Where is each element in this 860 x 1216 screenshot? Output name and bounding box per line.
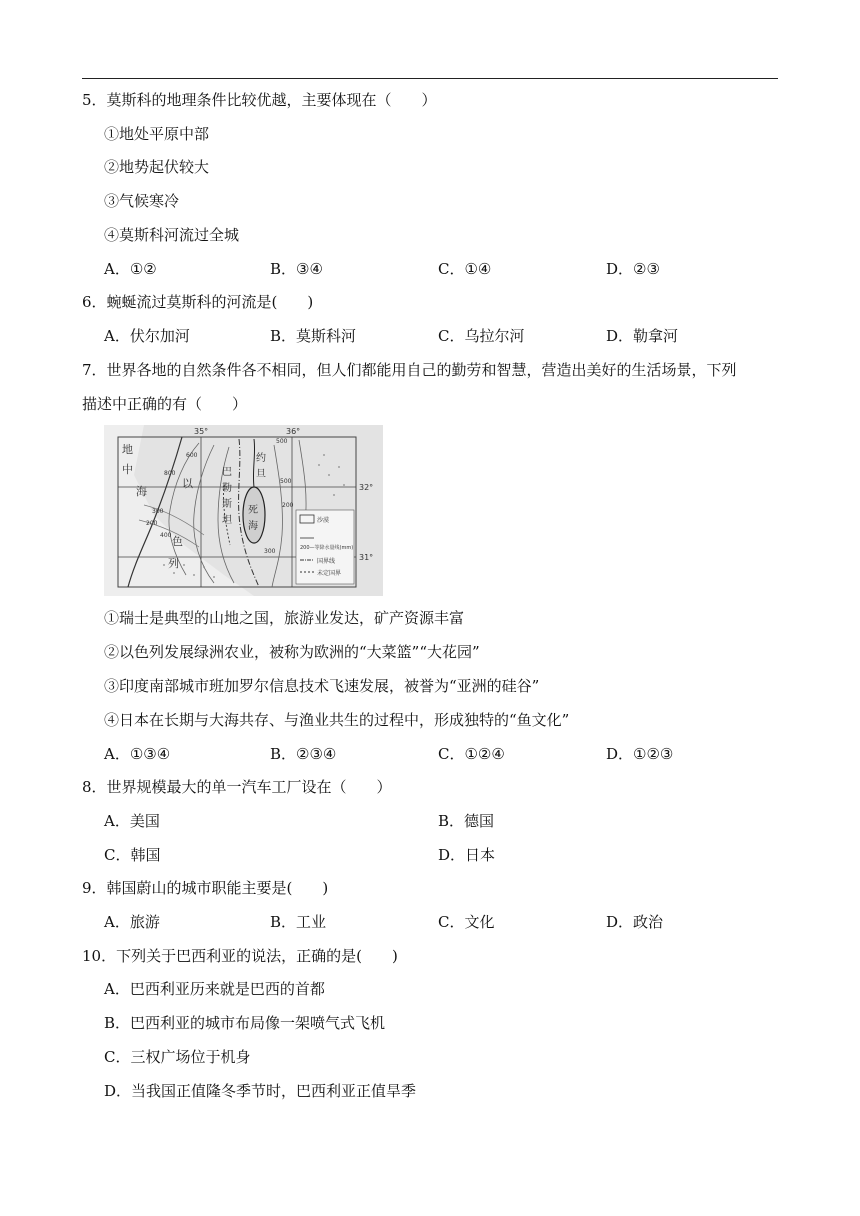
map-graphic	[104, 425, 383, 596]
question-6-option-c[interactable]: C．乌拉尔河	[438, 327, 525, 345]
question-8-option-b[interactable]: B．德国	[438, 812, 495, 830]
question-9-option-d[interactable]: D．政治	[606, 913, 664, 931]
map-contour-label-7: 500	[280, 478, 292, 485]
map-label-palestine-3: 斯	[222, 499, 232, 510]
question-8-option-d[interactable]: D．日本	[438, 846, 496, 864]
question-6-option-b[interactable]: B．莫斯科河	[270, 327, 357, 345]
map-contour-label-4: 300	[152, 508, 164, 515]
question-7-item-3: ③印度南部城市班加罗尔信息技术飞速发展，被誉为“亚洲的硅谷”	[104, 677, 540, 695]
question-10-stem: 10．下列关于巴西利亚的说法，正确的是( )	[82, 947, 398, 965]
question-7-option-d[interactable]: D．①②③	[606, 745, 674, 763]
map-contour-label-3: 800	[164, 470, 176, 477]
question-5-item-2: ②地势起伏较大	[104, 158, 210, 176]
map-label-palestine-1: 巴	[222, 467, 232, 478]
map-label-mediterranean-2: 中	[122, 463, 133, 476]
question-7-item-1: ①瑞士是典型的山地之国，旅游业发达，矿产资源丰富	[104, 609, 465, 627]
question-5-option-a[interactable]: A．①②	[104, 260, 157, 278]
map-contour-label-2: 600	[186, 452, 198, 459]
question-7-stem-line2: 描述中正确的有（ ）	[82, 395, 248, 413]
question-7-item-2: ②以色列发展绿洲农业，被称为欧洲的“大菜篮”“大花园”	[104, 643, 480, 661]
question-9-option-a[interactable]: A．旅游	[104, 913, 160, 931]
map-label-jordan-1: 约	[256, 453, 266, 464]
question-5-item-4: ④莫斯科河流过全城	[104, 226, 240, 244]
map-legend-border: 国界线	[317, 558, 336, 565]
dead-sea-region-map	[104, 425, 383, 596]
question-9-option-b[interactable]: B．工业	[270, 913, 327, 931]
question-5-option-c[interactable]: C．①④	[438, 260, 492, 278]
map-label-mediterranean-3: 海	[136, 485, 147, 498]
map-lon-35: 35°	[194, 427, 209, 436]
question-6-option-a[interactable]: A．伏尔加河	[104, 327, 190, 345]
question-6-stem: 6．蜿蜒流过莫斯科的河流是( )	[82, 293, 314, 311]
map-legend-desert: 沙漠	[317, 517, 330, 524]
question-7-option-b[interactable]: B．②③④	[270, 745, 337, 763]
question-10-option-b[interactable]: B．巴西利亚的城市布局像一架喷气式飞机	[104, 1014, 386, 1032]
map-legend-isohyet: 200—等降水量线(mm)	[300, 545, 354, 551]
question-7-option-a[interactable]: A．①③④	[104, 745, 171, 763]
question-7-stem-line1: 7．世界各地的自然条件各不相同，但人们都能用自己的勤劳和智慧，营造出美好的生活场景，下列	[82, 361, 737, 379]
map-label-israel-2: 色	[172, 535, 183, 548]
map-lat-31: 31°	[359, 553, 374, 562]
question-5-item-1: ①地处平原中部	[104, 125, 210, 143]
map-label-palestine-2: 勒	[222, 483, 232, 494]
map-legend-undetermined-border: 未定国界	[317, 570, 342, 577]
map-label-israel-3: 列	[168, 557, 179, 570]
question-7-item-4: ④日本在长期与大海共存、与渔业共生的过程中，形成独特的“鱼文化”	[104, 711, 570, 729]
map-label-dead-sea-1: 死	[248, 505, 258, 516]
question-5-option-d[interactable]: D．②③	[606, 260, 660, 278]
question-5-option-b[interactable]: B．③④	[270, 260, 323, 278]
map-contour-label-8: 200	[282, 502, 294, 509]
map-label-palestine-4: 坦	[222, 515, 232, 526]
map-contour-label-9: 300	[264, 548, 276, 555]
question-7-option-c[interactable]: C．①②④	[438, 745, 505, 763]
map-label-mediterranean-1: 地	[122, 443, 133, 456]
map-label-israel-1: 以	[182, 477, 193, 490]
question-9-option-c[interactable]: C．文化	[438, 913, 495, 931]
question-6-option-d[interactable]: D．勒拿河	[606, 327, 679, 345]
map-lon-36: 36°	[286, 427, 301, 436]
map-lat-32: 32°	[359, 483, 374, 492]
map-label-jordan-2: 旦	[256, 469, 266, 480]
question-10-option-d[interactable]: D．当我国正值隆冬季节时，巴西利亚正值旱季	[104, 1082, 417, 1100]
question-5-stem: 5．莫斯科的地理条件比较优越，主要体现在（ ）	[82, 91, 437, 109]
map-contour-label-6: 400	[160, 532, 172, 539]
question-8-option-a[interactable]: A．美国	[104, 812, 160, 830]
question-10-option-a[interactable]: A．巴西利亚历来就是巴西的首都	[104, 980, 325, 998]
map-contour-label-1: 500	[276, 438, 288, 445]
question-5-item-3: ③气候寒冷	[104, 192, 180, 210]
question-8-stem: 8．世界规模最大的单一汽车工厂设在（ ）	[82, 778, 392, 796]
question-8-option-c[interactable]: C．韩国	[104, 846, 161, 864]
map-contour-label-5: 200	[146, 520, 158, 527]
question-10-option-c[interactable]: C．三权广场位于机身	[104, 1048, 251, 1066]
header-rule	[82, 78, 778, 79]
map-label-dead-sea-2: 海	[248, 521, 258, 532]
question-9-stem: 9．韩国蔚山的城市职能主要是( )	[82, 879, 329, 897]
